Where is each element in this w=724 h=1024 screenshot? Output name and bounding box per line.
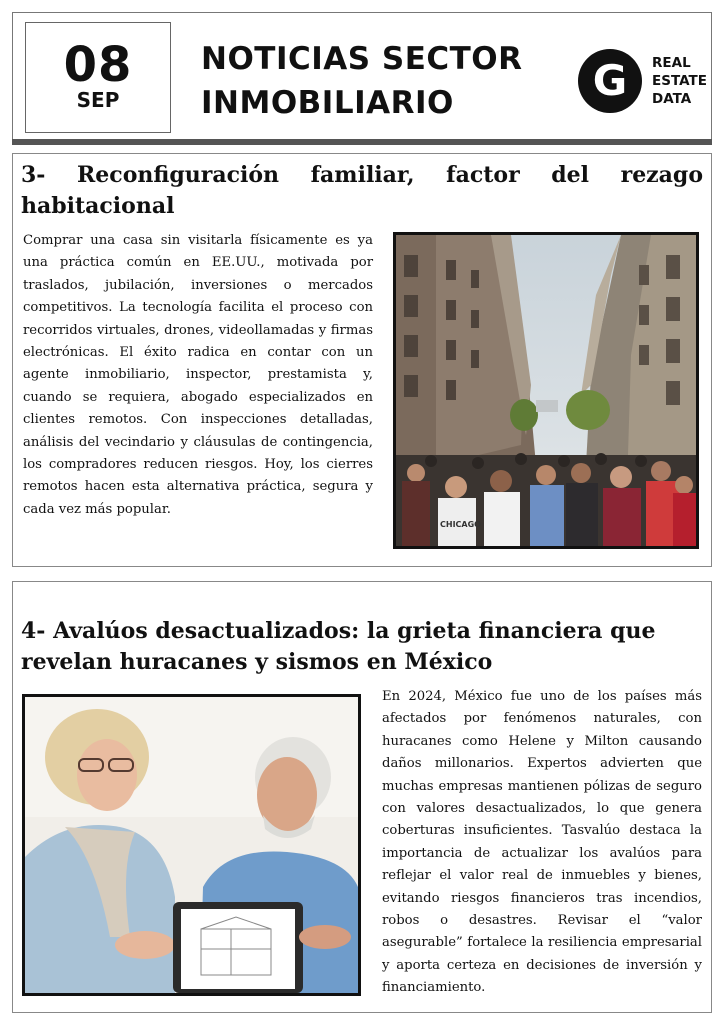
logo-g-icon: G bbox=[578, 49, 642, 113]
crowded-street-illustration bbox=[396, 235, 696, 546]
real-estate-data-logo bbox=[578, 49, 708, 113]
date-day: 08 bbox=[63, 37, 133, 93]
logo-line-2: ESTATE bbox=[652, 73, 707, 89]
article-body: Comprar una casa sin visitarla físicamente es ya una práctica común en EE.UU., motivada por traslados, jubilación, inversiones o mercados competitivos. La tecnología facilita el proceso con recorridos virtuales, drones, videollamadas y firmas electrónicas. El éxito radica en contar con un agente inmobiliario, inspector, prestamista y, cuando se requiera, abogado especializados en clientes remotos. Con inspecciones detalladas, análisis del vecindario y cláusulas de contingencia, los compradores reducen riesgos. Hoy, los cierres remotos hacen esta alternativa práctica, segura y cada vez más popular. bbox=[23, 233, 373, 517]
article-headline: 3- Reconfiguración familiar, factor del rezago habitacional bbox=[21, 162, 703, 219]
article-card-4 bbox=[12, 581, 712, 1013]
logo-line-1: REAL bbox=[652, 55, 691, 71]
date-box bbox=[25, 22, 171, 133]
logo-wordmark bbox=[652, 54, 707, 108]
title-line-1: NOTICIAS SECTOR bbox=[201, 41, 523, 77]
logo-line-3: DATA bbox=[652, 91, 692, 107]
header-divider bbox=[12, 139, 712, 145]
article-body: En 2024, México fue uno de los países más afectados por fenómenos naturales, con huracanes como Helene y Milton causando daños millonarios. Expertos advierten que muchas empresas mantienen pólizas de seguro con valores desactualizados, lo que genera coberturas insuficientes. Tasvalúo destaca la importancia de actualizar los avalúos para reflejar el valor real de inmuebles y bienes, evitando riesgos financieros tras incendios, robos o desastres. Revisar el “valor asegurable” fortalece la resiliencia empresarial y aporta certeza en decisiones de inversión y financiamiento. bbox=[382, 689, 702, 996]
shirt-text: CHICAGO bbox=[440, 520, 481, 529]
couple-illustration bbox=[25, 697, 358, 993]
crowded-street-photo bbox=[393, 232, 699, 549]
newsletter-header bbox=[12, 12, 712, 140]
article-headline: 4- Avalúos desactualizados: la grieta financiera que revelan huracanes y sismos en México bbox=[21, 618, 656, 675]
title-line-2: INMOBILIARIO bbox=[201, 85, 454, 121]
date-month: SEP bbox=[76, 88, 120, 112]
article-card-3 bbox=[12, 153, 712, 567]
newsletter-title bbox=[201, 37, 523, 125]
couple-reviewing-plans-photo bbox=[22, 694, 361, 996]
